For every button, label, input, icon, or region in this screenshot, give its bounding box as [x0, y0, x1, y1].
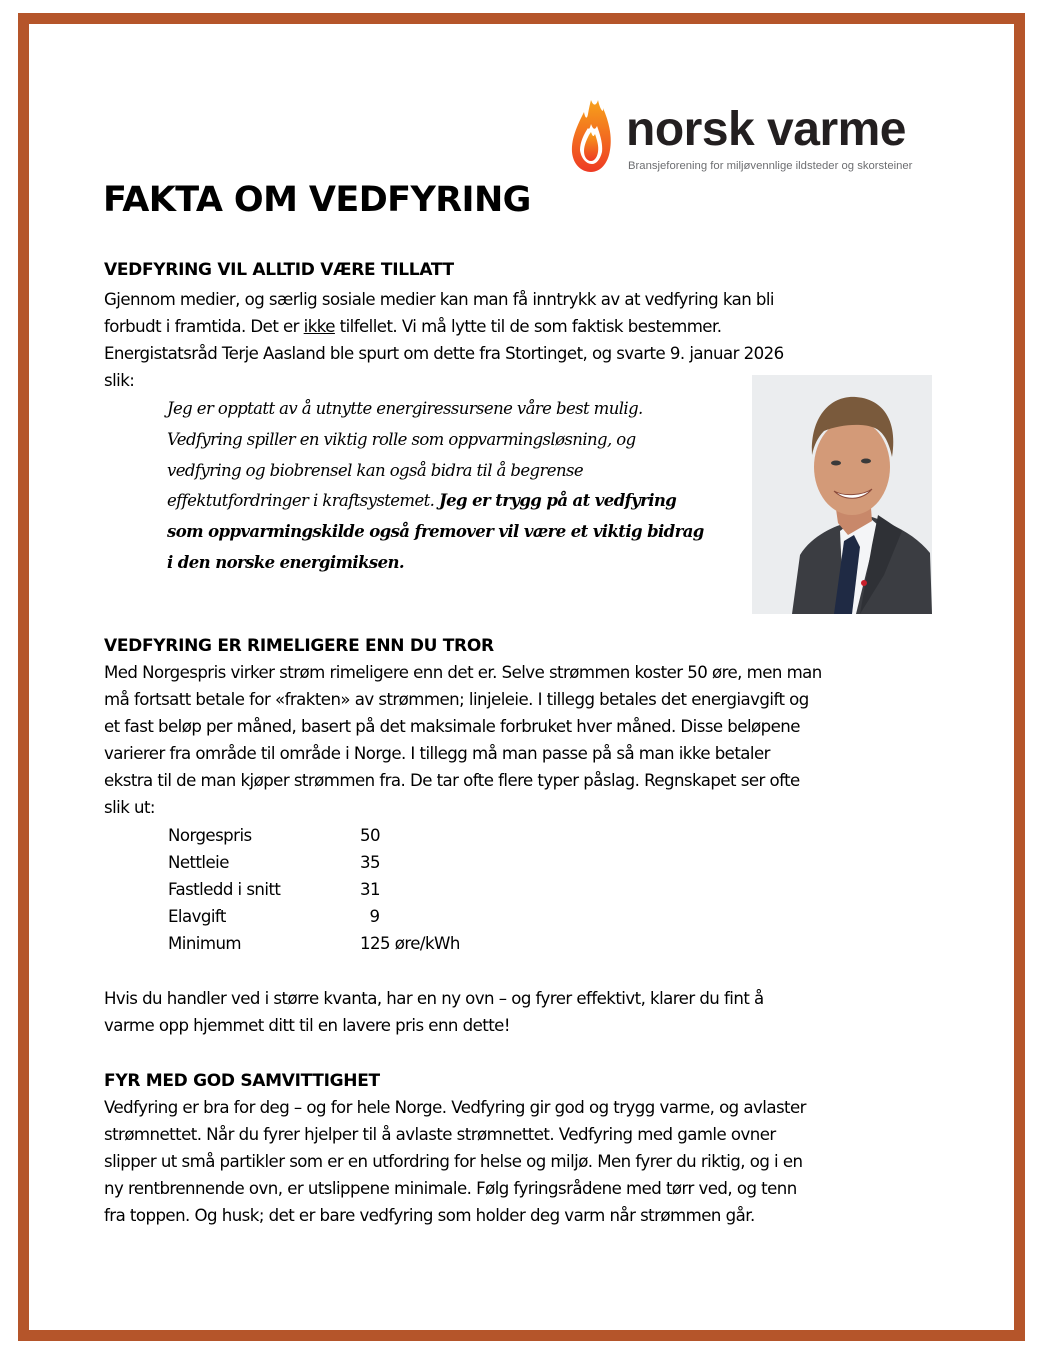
- quote-line: Jeg er opptatt av å utnytte energiressursene våre best mulig.: [167, 399, 643, 418]
- cost-label: Norgespris: [168, 826, 252, 845]
- text-line: slik ut:: [104, 798, 155, 817]
- section-heading-samvittighet: FYR MED GOD SAMVITTIGHET: [104, 1071, 380, 1091]
- cost-row: [168, 849, 528, 876]
- text-line: Med Norgespris virker strøm rimeligere enn det er. Selve strømmen koster 50 øre, men man: [104, 663, 822, 682]
- emphasis-ikke: ikke: [303, 317, 335, 336]
- cost-value: 50: [360, 826, 381, 845]
- text-line: et fast beløp per måned, basert på det maksimale forbruket hver måned. Disse beløpene: [104, 717, 800, 736]
- cost-row: [168, 903, 528, 930]
- quote-line: Vedfyring spiller en viktig rolle som oppvarmingsløsning, og: [167, 429, 636, 449]
- cost-label: Minimum: [168, 934, 242, 953]
- flame-icon: [570, 98, 612, 174]
- text-line: Hvis du handler ved i større kvanta, har en ny ovn – og fyrer effektivt, klarer du fint å: [104, 989, 764, 1008]
- text-line: forbudt i framtida. Det er ikke tilfellet. Vi må lytte til de som faktisk bestemmer.: [104, 317, 722, 336]
- section-heading-tillatt: VEDFYRING VIL ALLTID VÆRE TILLATT: [104, 260, 454, 280]
- cost-row: [168, 822, 528, 849]
- minister-portrait: [752, 375, 932, 614]
- quote-bold: Jeg er trygg på at vedfyring: [438, 491, 677, 511]
- cost-label: Nettleie: [168, 853, 229, 872]
- cost-value: 9: [360, 907, 380, 926]
- page-title: FAKTA OM VEDFYRING: [103, 180, 531, 220]
- text-line: varme opp hjemmet ditt til en lavere pris enn dette!: [104, 1016, 510, 1035]
- text-line: må fortsatt betale for «frakten» av strømmen; linjeleie. I tillegg betales det energiavgift og: [104, 690, 809, 709]
- section3-body: [104, 1094, 806, 1229]
- quote-line: effektutfordringer i kraftsystemet. Jeg er trygg på at vedfyring: [167, 491, 677, 511]
- text-line: slik:: [104, 371, 135, 390]
- portrait-illustration: [752, 375, 932, 614]
- quote-line: i den norske energimiksen.: [167, 552, 405, 572]
- text-line: Energistatsråd Terje Aasland ble spurt om dette fra Stortinget, og svarte 9. januar 2026: [104, 344, 784, 363]
- text-line: ny rentbrennende ovn, er utslippene minimale. Følg fyringsrådene med tørr ved, og tenn: [104, 1179, 797, 1198]
- minister-quote: [167, 394, 704, 579]
- section1-body: [104, 286, 784, 394]
- text-line: Vedfyring er bra for deg – og for hele Norge. Vedfyring gir god og trygg varme, og avlaster: [104, 1098, 806, 1117]
- cost-value: 35: [360, 853, 381, 872]
- cost-row-total: [168, 930, 528, 957]
- text-line: slipper ut små partikler som er en utfordring for helse og miljø. Men fyrer du riktig, og i en: [104, 1152, 803, 1171]
- text-line: Gjennom medier, og særlig sosiale medier kan man få inntrykk av at vedfyring kan bli: [104, 290, 774, 309]
- section2-body: [104, 659, 822, 821]
- quote-line: som oppvarmingskilde også fremover vil være et viktig bidrag: [167, 522, 704, 542]
- section-heading-rimeligere: VEDFYRING ER RIMELIGERE ENN DU TROR: [104, 636, 494, 656]
- text-line: ekstra til de man kjøper strømmen fra. De tar ofte flere typer påslag. Regnskapet ser ofte: [104, 771, 800, 790]
- cost-value: 125 øre/kWh: [360, 934, 460, 953]
- cost-table: [168, 822, 528, 957]
- norsk-varme-logo: [568, 96, 948, 176]
- cost-row: [168, 876, 528, 903]
- quote-line: vedfyring og biobrensel kan også bidra til å begrense: [167, 460, 584, 480]
- section2-closing: [104, 985, 764, 1039]
- cost-label: Fastledd i snitt: [168, 880, 281, 899]
- cost-value: 31: [360, 880, 381, 899]
- text-line: fra toppen. Og husk; det er bare vedfyring som holder deg varm når strømmen går.: [104, 1206, 755, 1225]
- logo-brand-name: norsk varme: [626, 103, 906, 156]
- text-line: varierer fra område til område i Norge. I tillegg må man passe på så man ikke betaler: [104, 744, 770, 763]
- logo-tagline: Bransjeforening for miljøvennlige ildsteder og skorsteiner: [628, 160, 913, 172]
- cost-label: Elavgift: [168, 907, 226, 926]
- text-line: strømnettet. Når du fyrer hjelper til å avlaste strømnettet. Vedfyring med gamle ovner: [104, 1125, 776, 1144]
